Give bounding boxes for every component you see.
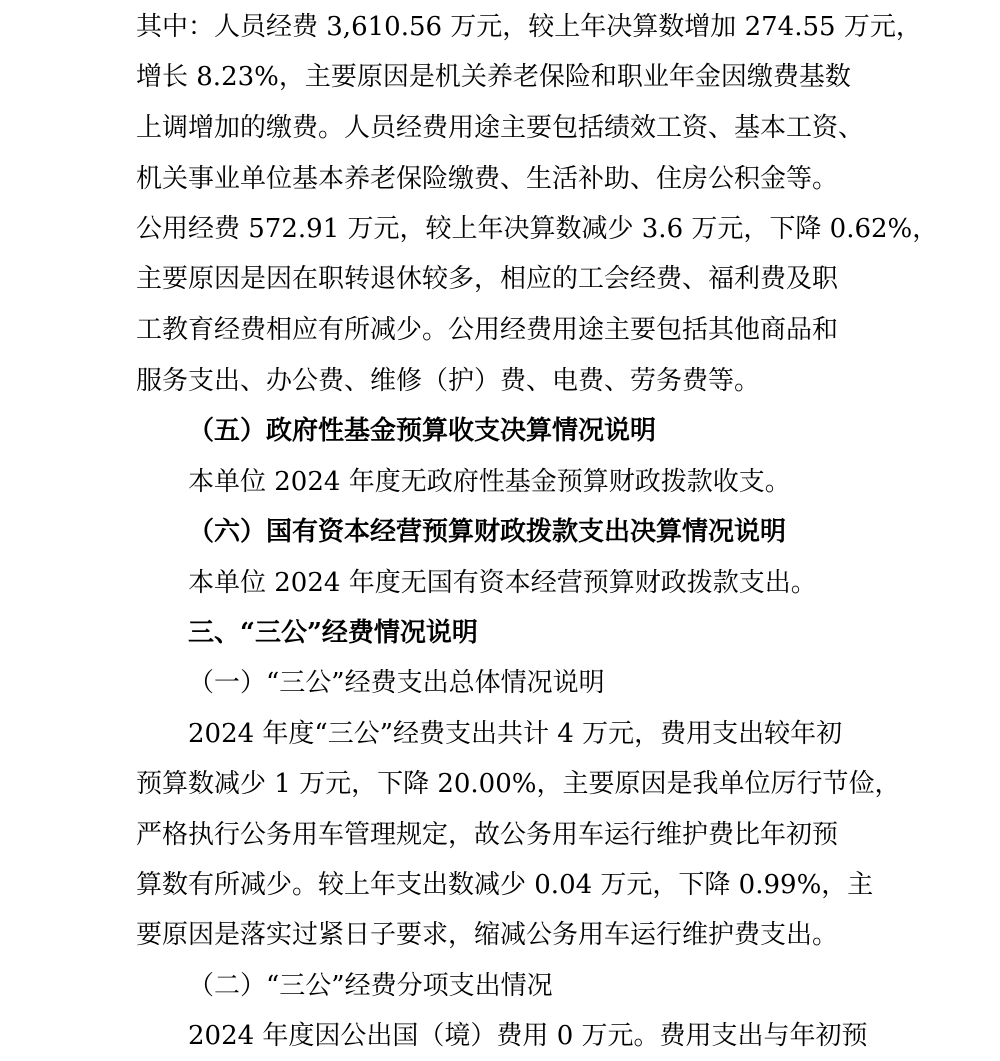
chapter-heading-3: 三、“三公”经费情况说明 (188, 618, 478, 648)
paragraph-line: 本单位 2024 年度无政府性基金预算财政拨款收支。 (188, 467, 791, 497)
paragraph-line: 公用经费 572.91 万元，较上年决算数减少 3.6 万元，下降 0.62%， (136, 214, 939, 244)
paragraph-line: 要原因是落实过紧日子要求，缩减公务用车运行维护费支出。 (136, 920, 839, 950)
paragraph-line: 增长 8.23%，主要原因是机关养老保险和职业年金因缴费基数 (136, 62, 851, 92)
paragraph-line: 上调增加的缴费。人员经费用途主要包括绩效工资、基本工资、 (136, 113, 865, 143)
paragraph-line: 服务支出、办公费、维修（护）费、电费、劳务费等。 (136, 366, 761, 396)
paragraph-line: 工教育经费相应有所减少。公用经费用途主要包括其他商品和 (136, 315, 839, 345)
subsection-heading-1: （一）“三公”经费支出总体情况说明 (188, 668, 605, 698)
paragraph-line: 算数有所减少。较上年支出数减少 0.04 万元，下降 0.99%，主 (136, 870, 874, 900)
section-heading-5: （五）政府性基金预算收支决算情况说明 (188, 416, 657, 446)
paragraph-line: 其中：人员经费 3,610.56 万元，较上年决算数增加 274.55 万元， (136, 12, 922, 42)
paragraph-line: 主要原因是因在职转退休较多，相应的工会经费、福利费及职 (136, 264, 839, 294)
paragraph-line: 机关事业单位基本养老保险缴费、生活补助、住房公积金等。 (136, 164, 839, 194)
paragraph-line: 本单位 2024 年度无国有资本经营预算财政拨款支出。 (188, 568, 817, 598)
paragraph-line: 2024 年度因公出国（境）费用 0 万元。费用支出与年初预 (188, 1021, 868, 1051)
paragraph-line: 2024 年度“三公”经费支出共计 4 万元，费用支出较年初 (188, 719, 843, 749)
subsection-heading-2: （二）“三公”经费分项支出情况 (188, 971, 553, 1001)
paragraph-line: 预算数减少 1 万元，下降 20.00%，主要原因是我单位厉行节俭， (136, 769, 901, 799)
section-heading-6: （六）国有资本经营预算财政拨款支出决算情况说明 (188, 517, 787, 547)
paragraph-line: 严格执行公务用车管理规定，故公务用车运行维护费比年初预 (136, 820, 839, 850)
